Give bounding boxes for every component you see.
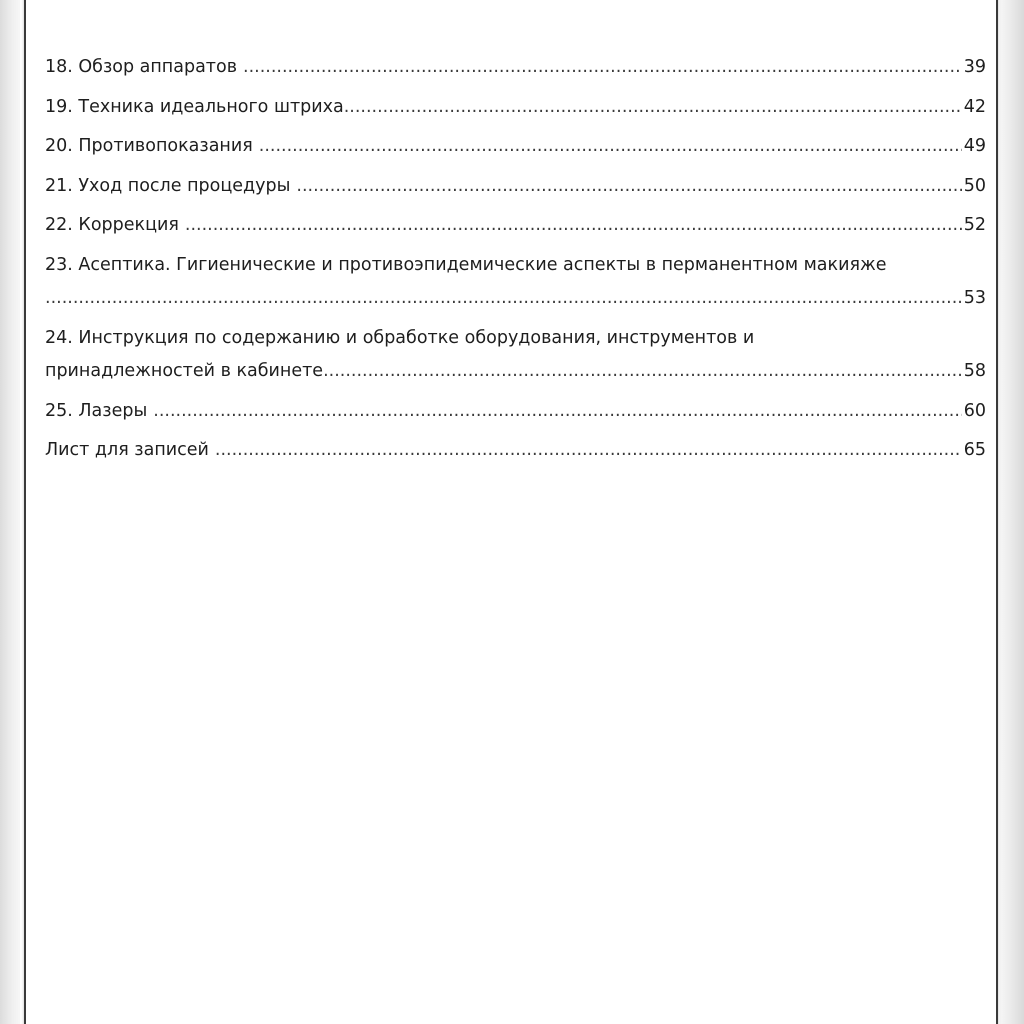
toc-entry-page: 65 bbox=[963, 440, 986, 460]
toc-entry-page: 49 bbox=[963, 136, 986, 156]
toc-entry bbox=[45, 206, 986, 246]
right-page-gutter bbox=[1000, 0, 1024, 1024]
toc-entry-title: 18. Обзор аппаратов bbox=[45, 57, 238, 77]
toc-leader-dots bbox=[243, 48, 962, 88]
left-page-gutter bbox=[0, 0, 20, 1024]
toc-entry-title: 25. Лазеры bbox=[45, 400, 148, 421]
toc-entry-page: 50 bbox=[963, 175, 986, 196]
toc-entry-title: 20. Противопоказания bbox=[45, 136, 253, 156]
toc-entry bbox=[45, 48, 986, 88]
toc-leader-dots bbox=[153, 392, 961, 432]
table-of-contents bbox=[45, 48, 986, 471]
document-page bbox=[24, 0, 998, 1024]
toc-leader-dots bbox=[296, 167, 961, 207]
toc-leader-dots bbox=[259, 127, 962, 167]
toc-entry-title-continued: принадлежностей в кабинете bbox=[45, 360, 324, 381]
toc-entry-title: Лист для записей bbox=[45, 440, 209, 460]
toc-entry-page: 60 bbox=[963, 400, 986, 421]
toc-entry-title: 23. Асептика. Гигиенические и противоэпидемические аспекты в перманентном макияже bbox=[45, 254, 887, 275]
toc-entry-multiline bbox=[45, 246, 986, 319]
toc-entry-title: 21. Уход после процедуры bbox=[45, 175, 291, 196]
toc-entry-continuation bbox=[45, 281, 986, 315]
toc-entry-title: 19. Техника идеального штриха bbox=[45, 96, 344, 117]
toc-entry-page: 53 bbox=[963, 287, 986, 308]
toc-entry bbox=[45, 167, 986, 207]
toc-entry-page: 39 bbox=[963, 57, 986, 77]
toc-leader-dots bbox=[323, 354, 962, 388]
toc-entry-multiline bbox=[45, 319, 986, 392]
toc-entry bbox=[45, 127, 986, 167]
toc-leader-dots bbox=[344, 88, 962, 128]
toc-entry bbox=[45, 392, 986, 432]
toc-entry-page: 42 bbox=[963, 96, 986, 117]
toc-entry-page: 52 bbox=[963, 215, 986, 235]
toc-entry-title: 24. Инструкция по содержанию и обработке оборудования, инструментов и bbox=[45, 327, 755, 348]
toc-entry-page: 58 bbox=[963, 360, 986, 381]
toc-entry bbox=[45, 88, 986, 128]
toc-entry-title: 22. Коррекция bbox=[45, 215, 179, 235]
toc-leader-dots bbox=[45, 281, 962, 315]
toc-entry-continuation bbox=[45, 354, 986, 388]
toc-entry bbox=[45, 431, 986, 471]
toc-leader-dots bbox=[185, 206, 962, 246]
toc-leader-dots bbox=[215, 431, 962, 471]
